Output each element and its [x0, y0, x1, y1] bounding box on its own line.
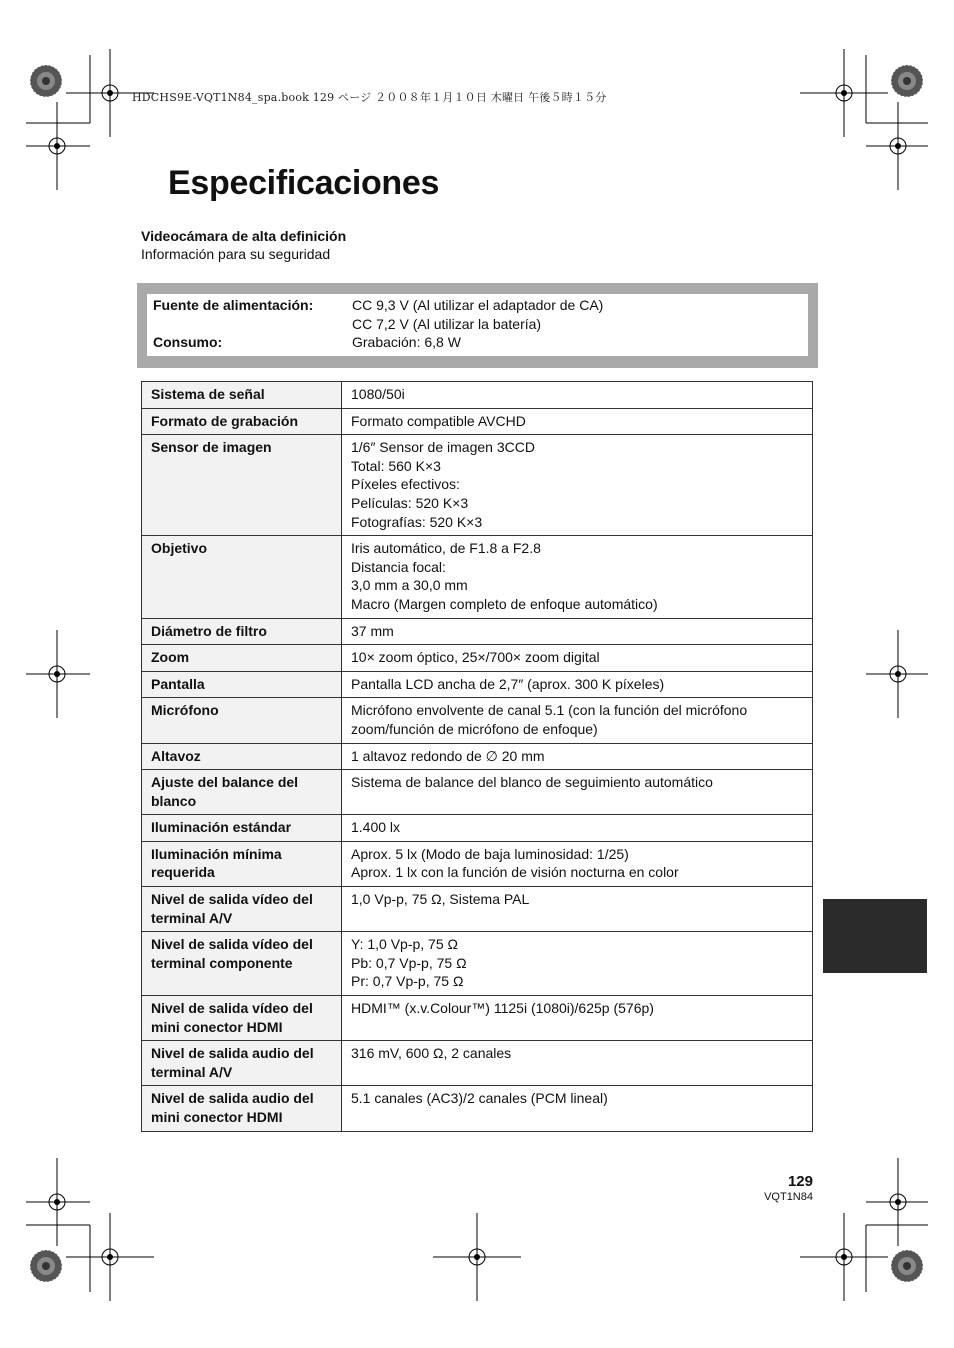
spec-value-line: Total: 560 K×3	[351, 457, 441, 474]
spec-value-line: Pantalla LCD ancha de 2,7″ (aprox. 300 K píxeles)	[351, 675, 665, 692]
spec-value	[342, 932, 813, 996]
spec-value-line: Aprox. 5 lx (Modo de baja luminosidad: 1/25)	[351, 845, 629, 862]
section-index-tab	[823, 899, 927, 973]
spec-label: Iluminación mínima requerida	[142, 841, 342, 886]
spec-label: Sistema de señal	[142, 382, 342, 409]
print-file-header: HDCHS9E-VQT1N84_spa.book 129 ページ ２００８年１月１０日 木曜日 午後５時１５分	[132, 91, 607, 104]
spec-label: Nivel de salida audio del terminal A/V	[142, 1041, 342, 1086]
spec-value-line: Pr: 0,7 Vp-p, 75 Ω	[351, 973, 464, 990]
safety-subheading: Información para su seguridad	[141, 246, 331, 262]
spec-value-line: 10× zoom óptico, 25×/700× zoom digital	[351, 649, 600, 666]
spec-label: Sensor de imagen	[142, 435, 342, 536]
spec-value	[342, 435, 813, 536]
power-supply-row-2	[147, 315, 808, 333]
spec-row	[142, 435, 813, 536]
document-code: VQT1N84	[764, 1191, 813, 1203]
spec-value	[342, 408, 813, 435]
spec-label: Nivel de salida vídeo del terminal A/V	[142, 887, 342, 932]
spec-value-line: 1.400 lx	[351, 819, 401, 836]
spec-value-line: Distancia focal:	[351, 558, 446, 575]
spec-label: Objetivo	[142, 536, 342, 618]
spec-value-line: 1080/50i	[351, 386, 405, 402]
power-supply-label: Fuente de alimentación:	[153, 297, 314, 313]
spec-label: Formato de grabación	[142, 408, 342, 435]
spec-value-line: Sistema de balance del blanco de seguimiento automático	[351, 774, 713, 791]
spec-value-line: Iris automático, de F1.8 a F2.8	[351, 540, 541, 557]
power-info-box	[137, 283, 818, 368]
spec-value	[342, 996, 813, 1041]
power-supply-row	[147, 296, 808, 314]
spec-row	[142, 618, 813, 645]
spec-value-line: Películas: 520 K×3	[351, 494, 469, 511]
spec-value-line: Pb: 0,7 Vp-p, 75 Ω	[351, 954, 467, 971]
spec-value	[342, 1041, 813, 1086]
color-registration-disc-icon	[891, 65, 923, 97]
spec-value	[342, 743, 813, 770]
power-consumption-label: Consumo:	[153, 334, 223, 350]
spec-value-line: 1/6″ Sensor de imagen 3CCD	[351, 439, 535, 456]
spec-value-line: Micrófono envolvente de canal 5.1 (con la función del micrófono zoom/función de micrófono de enfoque)	[351, 702, 748, 737]
spec-label: Pantalla	[142, 671, 342, 698]
spec-value	[342, 618, 813, 645]
spec-row	[142, 1086, 813, 1131]
spec-label: Nivel de salida audio del mini conector HDMI	[142, 1086, 342, 1131]
color-registration-disc-icon	[891, 1250, 923, 1282]
spec-value-line: 5.1 canales (AC3)/2 canales (PCM lineal)	[351, 1090, 608, 1107]
spec-row	[142, 743, 813, 770]
spec-row	[142, 645, 813, 672]
specifications-table	[141, 381, 813, 1132]
spec-value-line: 3,0 mm a 30,0 mm	[351, 577, 468, 594]
spec-value	[342, 841, 813, 886]
spec-row	[142, 815, 813, 842]
page-number: 129	[787, 1173, 813, 1190]
spec-value-line: HDMI™ (x.v.Colour™) 1125i (1080i)/625p (576p)	[351, 1000, 654, 1017]
spec-value	[342, 671, 813, 698]
product-heading: Videocámara de alta definición	[141, 228, 347, 244]
spec-value-line: 316 mV, 600 Ω, 2 canales	[351, 1045, 512, 1062]
spec-row	[142, 887, 813, 932]
spec-value	[342, 698, 813, 743]
spec-value-line: Formato compatible AVCHD	[351, 412, 526, 429]
power-supply-value-battery: CC 7,2 V (Al utilizar la batería)	[352, 316, 542, 332]
spec-label: Nivel de salida vídeo del mini conector HDMI	[142, 996, 342, 1041]
spec-value-line: 1,0 Vp-p, 75 Ω, Sistema PAL	[351, 891, 530, 908]
power-supply-value: CC 9,3 V (Al utilizar el adaptador de CA)	[352, 297, 604, 313]
spec-label: Altavoz	[142, 743, 342, 770]
spec-label: Zoom	[142, 645, 342, 672]
spec-row	[142, 536, 813, 618]
spec-row	[142, 1041, 813, 1086]
spec-value	[342, 645, 813, 672]
spec-value	[342, 815, 813, 842]
page-title: Especificaciones	[168, 164, 440, 202]
spec-value-line: Píxeles efectivos:	[351, 476, 460, 493]
spec-value	[342, 1086, 813, 1131]
spec-row	[142, 382, 813, 409]
spec-row	[142, 932, 813, 996]
spec-row	[142, 408, 813, 435]
spec-value	[342, 382, 813, 409]
spec-value	[342, 536, 813, 618]
spec-value-line: 1 altavoz redondo de ∅ 20 mm	[351, 747, 545, 764]
spec-value-line: Aprox. 1 lx con la función de visión nocturna en color	[351, 864, 679, 881]
spec-label: Micrófono	[142, 698, 342, 743]
power-consumption-row	[147, 333, 808, 351]
spec-value	[342, 770, 813, 815]
spec-row	[142, 770, 813, 815]
spec-label: Iluminación estándar	[142, 815, 342, 842]
spec-row	[142, 698, 813, 743]
spec-label: Diámetro de filtro	[142, 618, 342, 645]
spec-row	[142, 671, 813, 698]
spec-label: Nivel de salida vídeo del terminal componente	[142, 932, 342, 996]
specifications-table-body	[142, 382, 813, 1132]
spec-row	[142, 996, 813, 1041]
spec-value	[342, 887, 813, 932]
spec-value-line: 37 mm	[351, 622, 394, 639]
intro-block	[141, 227, 346, 263]
color-registration-disc-icon	[30, 1250, 62, 1282]
power-consumption-value: Grabación: 6,8 W	[352, 334, 461, 350]
spec-value-line: Fotografías: 520 K×3	[351, 513, 483, 530]
spec-value-line: Y: 1,0 Vp-p, 75 Ω	[351, 936, 458, 953]
spec-row	[142, 841, 813, 886]
spec-label: Ajuste del balance del blanco	[142, 770, 342, 815]
power-info-panel	[147, 294, 808, 356]
spec-value-line: Macro (Margen completo de enfoque automático)	[351, 595, 658, 612]
color-registration-disc-icon	[30, 65, 62, 97]
